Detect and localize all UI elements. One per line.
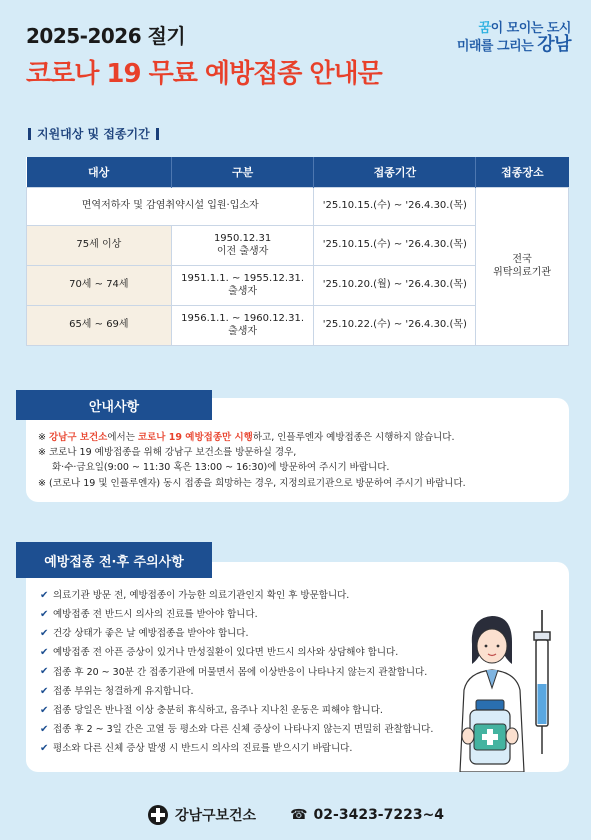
category-line2: 출생자 — [228, 286, 258, 297]
bar-icon — [28, 128, 31, 140]
gangnam-logo — [457, 22, 571, 55]
table-header-cell: 대상 — [27, 157, 172, 187]
bar-icon — [156, 128, 159, 140]
list-item-text: 접종 후 20 ~ 30분 간 접종기관에 머물면서 몸에 이상반응이 나타나지 않는지 관찰합니다. — [53, 666, 428, 678]
list-item — [40, 586, 460, 605]
list-item-text: 평소와 다른 신체 증상 발생 시 반드시 의사의 진료를 받으시기 바랍니다. — [53, 743, 353, 755]
footer-phone[interactable] — [290, 807, 444, 823]
check-icon: ✔ — [40, 608, 49, 620]
footer-org-name: 강남구보건소 — [174, 808, 257, 824]
notice-line — [38, 430, 558, 445]
list-item-text: 예방접종 전 아픈 증상이 있거나 만성질환이 있다면 반드시 의사와 상담해야 합니다. — [53, 647, 399, 659]
category-line2: 이전 출생자 — [216, 246, 269, 257]
list-item — [40, 663, 460, 682]
precautions-list — [40, 586, 460, 759]
nurse-vaccine-illustration — [446, 604, 566, 772]
list-item — [40, 701, 460, 720]
list-item — [40, 605, 460, 624]
table-cell-period: '25.10.15.(수) ~ '26.4.30.(목) — [314, 225, 476, 265]
health-center-icon — [147, 804, 169, 826]
check-icon: ✔ — [40, 589, 49, 601]
notice-mark: ※ — [38, 432, 49, 443]
footer-org — [147, 804, 256, 826]
category-line1: 1956.1.1. ~ 1960.12.31. — [181, 312, 305, 324]
phone-icon: ☎ — [290, 807, 308, 823]
category-line2: 출생자 — [228, 326, 258, 337]
notice-text: 하고, 인플루엔자 예방접종은 시행하지 않습니다. — [252, 432, 455, 443]
notice-text: 에서는 — [107, 432, 138, 443]
check-icon: ✔ — [40, 685, 49, 697]
list-item-text: 접종 부위는 청결하게 유지합니다. — [53, 685, 194, 697]
table-cell-target: 65세 ~ 69세 — [27, 305, 172, 345]
notice-tab: 안내사항 — [16, 390, 212, 420]
table-header-cell: 접종기간 — [314, 157, 476, 187]
table-cell-period: '25.10.22.(수) ~ '26.4.30.(목) — [314, 305, 476, 345]
logo-line2: 미래를 그리는 — [456, 38, 538, 54]
table-cell-target: 면역저하자 및 감염취약시설 입원·입소자 — [27, 187, 314, 225]
table-cell-target: 70세 ~ 74세 — [27, 265, 172, 305]
list-item — [40, 682, 460, 701]
logo-dream-text: 꿈 — [478, 21, 491, 36]
table-cell-period: '25.10.15.(수) ~ '26.4.30.(목) — [314, 187, 476, 225]
list-item — [40, 740, 460, 759]
list-item-text: 의료기관 방문 전, 예방접종이 가능한 의료기관인지 확인 후 방문합니다. — [53, 589, 350, 601]
notice-line: ※ 코로나 19 예방접종을 위해 강남구 보건소를 방문하실 경우, — [38, 447, 297, 459]
season-label: 2025-2026 절기 — [26, 24, 186, 48]
precautions-tab: 예방접종 전·후 주의사항 — [16, 542, 212, 578]
page-title: 코로나 19 무료 예방접종 안내문 — [26, 59, 382, 89]
table-header-cell: 접종장소 — [476, 157, 569, 187]
check-icon: ✔ — [40, 627, 49, 639]
table-cell-category — [171, 305, 314, 345]
syringe-icon — [534, 610, 550, 754]
table-cell-category — [171, 225, 314, 265]
vaccine-vial-icon — [470, 700, 510, 764]
notice-line: ※ (코로나 19 및 인플루엔자) 동시 접종을 희망하는 경우, 지정의료기관으로 방문하여 주시기 바랍니다. — [38, 477, 466, 489]
check-icon: ✔ — [40, 723, 49, 735]
check-icon: ✔ — [40, 704, 49, 716]
footer-phone-number: 02-3423-7223~4 — [313, 807, 445, 823]
table-header-cell: 구분 — [171, 157, 314, 187]
check-icon: ✔ — [40, 666, 49, 678]
place-line2: 위탁의료기관 — [493, 267, 552, 278]
list-item-text: 건강 상태가 좋은 날 예방접종을 받아야 합니다. — [53, 628, 249, 640]
list-item-text: 예방접종 전 반드시 의사의 진료를 받아야 합니다. — [53, 609, 258, 621]
notice-highlight: 강남구 보건소 — [48, 432, 108, 443]
table-header-row — [27, 157, 569, 187]
category-line1: 1950.12.31 — [213, 232, 272, 244]
list-item-text: 접종 당일은 반나절 이상 충분히 휴식하고, 음주나 지나친 운동은 피해야 합니다. — [53, 704, 383, 716]
section-title-eligibility — [28, 125, 159, 142]
notice-highlight: 코로나 19 예방접종만 시행 — [137, 432, 253, 443]
table-row — [27, 187, 569, 225]
table-cell-period: '25.10.20.(월) ~ '26.4.30.(목) — [314, 265, 476, 305]
logo-gangnam: 강남 — [537, 33, 571, 55]
header — [26, 20, 571, 100]
table-cell-place — [476, 187, 569, 345]
notice-line: 화·수·금요일(9:00 ~ 11:30 혹은 13:00 ~ 16:30)에 방문하여 주시기 바랍니다. — [52, 462, 390, 474]
section-title-text: 지원대상 및 접종기간 — [37, 127, 150, 141]
check-icon: ✔ — [40, 647, 49, 659]
list-item — [40, 644, 460, 663]
check-icon: ✔ — [40, 743, 49, 755]
logo-line1: 이 모이는 도시 — [490, 21, 571, 36]
schedule-table — [26, 157, 569, 346]
list-item — [40, 720, 460, 739]
table-cell-category — [171, 265, 314, 305]
list-item — [40, 624, 460, 643]
category-line1: 1951.1.1. ~ 1955.12.31. — [181, 272, 305, 284]
list-item-text: 접종 후 2 ~ 3일 간은 고열 등 평소와 다른 신체 증상이 나타나지 않는지 면밀히 관찰합니다. — [53, 724, 434, 736]
table-cell-target: 75세 이상 — [27, 225, 172, 265]
footer — [0, 800, 591, 830]
place-line1: 전국 — [512, 253, 532, 265]
notice-list — [38, 430, 558, 491]
